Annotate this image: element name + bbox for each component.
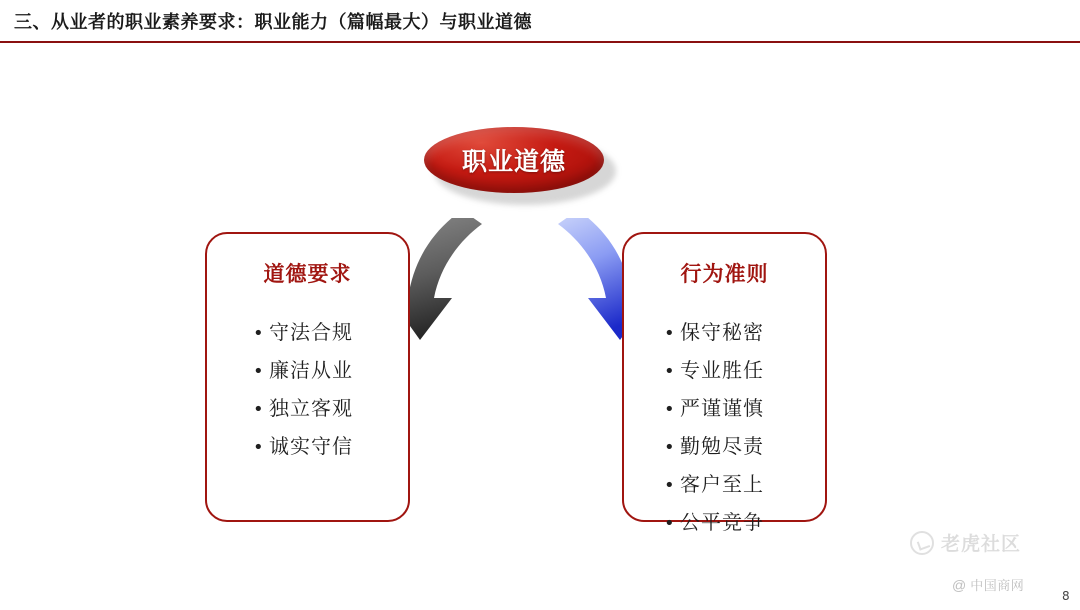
watermark-brand (910, 529, 1021, 556)
panel-right-heading: 行为准则 (680, 261, 769, 286)
list-item-label: 诚实守信 (269, 434, 353, 458)
panel-moral-requirements (205, 232, 410, 522)
list-item-label: 保守秘密 (680, 320, 764, 344)
list-item (207, 430, 408, 459)
page-number: 8 (1062, 589, 1070, 603)
bullet-icon: • (664, 437, 675, 458)
list-item-label: 公平竞争 (680, 510, 764, 534)
panel-right-list (624, 316, 825, 544)
bullet-icon: • (253, 437, 264, 458)
panel-left-heading: 道德要求 (263, 261, 352, 286)
list-item (624, 506, 825, 535)
bullet-icon: • (664, 399, 675, 420)
bullet-icon: • (253, 323, 264, 344)
list-item-label: 严谨谨慎 (680, 396, 764, 420)
bullet-icon: • (253, 361, 264, 382)
list-item-label: 专业胜任 (680, 358, 764, 382)
list-item (624, 392, 825, 421)
list-item-label: 勤勉尽责 (680, 434, 764, 458)
list-item (207, 316, 408, 345)
panel-left-list (207, 316, 408, 468)
watermark-footer (952, 575, 1024, 594)
list-item-label: 独立客观 (269, 396, 353, 420)
list-item-label: 廉洁从业 (269, 358, 353, 382)
bullet-icon: • (664, 513, 675, 534)
center-node (424, 127, 616, 205)
list-item (207, 392, 408, 421)
center-node-oval (424, 127, 604, 193)
list-item (624, 430, 825, 459)
panel-code-of-conduct (622, 232, 827, 534)
list-item (624, 468, 825, 497)
bullet-icon: • (664, 323, 675, 344)
tiger-logo-icon (910, 531, 934, 555)
watermark-brand-label: 老虎社区 (941, 533, 1022, 555)
center-node-label: 职业道德 (461, 147, 566, 176)
list-item-label: 客户至上 (680, 472, 764, 496)
bullet-icon: • (664, 361, 675, 382)
bullet-icon: • (664, 475, 675, 496)
list-item (624, 354, 825, 383)
title-divider (0, 41, 1080, 43)
page-title: 三、从业者的职业素养要求：职业能力（篇幅最大）与职业道德 (14, 12, 532, 33)
bullet-icon: • (253, 399, 264, 420)
watermark-footer-label: 中国商网 (970, 579, 1025, 594)
list-item-label: 守法合规 (269, 320, 353, 344)
list-item (624, 316, 825, 345)
at-sign-icon: @ (952, 576, 967, 593)
list-item (207, 354, 408, 383)
